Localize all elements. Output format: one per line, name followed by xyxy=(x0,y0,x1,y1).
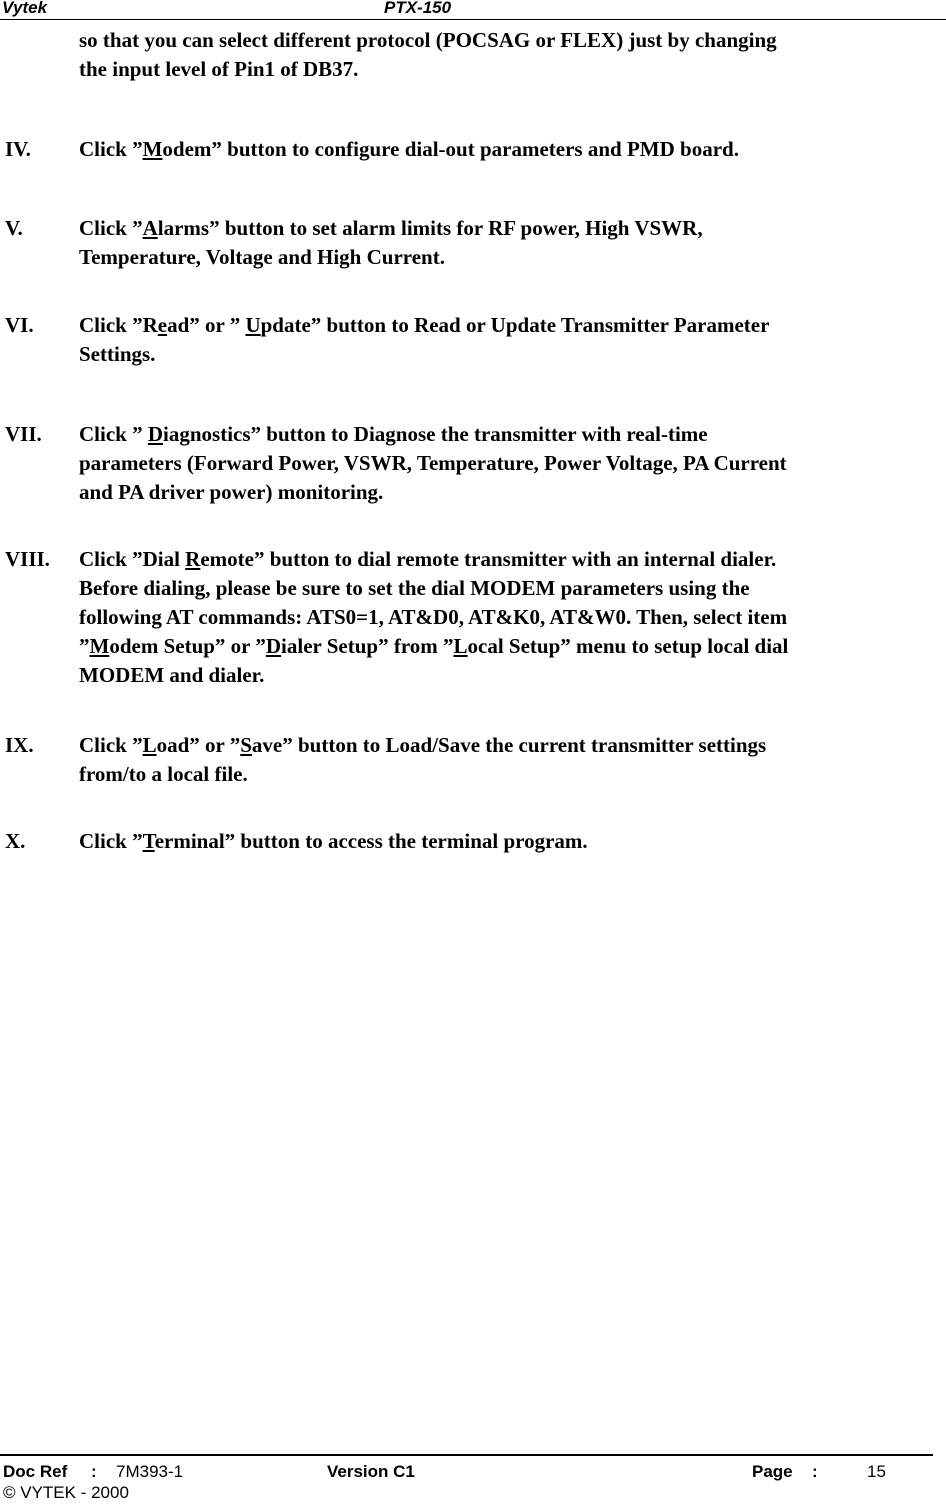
text-run: odem” button to configure dial-out parameters and PMD board. xyxy=(162,137,739,161)
text-run: Click ”Dial xyxy=(79,547,186,571)
footer-copyright: © VYTEK - 2000 xyxy=(3,1483,129,1502)
access-key-letter: e xyxy=(157,313,168,337)
footer-doc-ref-value: 7M393-1 xyxy=(116,1462,184,1481)
text-run: ad” or ” xyxy=(167,313,246,337)
text-run: iagnostics” button to Diagnose the transmitter with real-time xyxy=(163,422,708,446)
footer-doc-ref-colon: : xyxy=(91,1462,97,1481)
step-text xyxy=(79,545,941,690)
access-key-letter: R xyxy=(185,547,201,571)
access-key-letter: U xyxy=(245,313,261,337)
continuation-line-1: so that you can select different protocol (POCSAG or FLEX) just by changing xyxy=(79,28,777,52)
text-run: Click ”R xyxy=(79,313,158,337)
text-run: MODEM and dialer. xyxy=(79,663,265,687)
step-text xyxy=(79,214,941,272)
text-run: Settings. xyxy=(79,342,156,366)
step-text-line xyxy=(79,760,941,789)
step-text-line xyxy=(79,243,941,272)
text-run: ocal Setup” menu to setup local dial xyxy=(467,634,789,658)
footer-rule xyxy=(0,1454,933,1456)
text-run: and PA driver power) monitoring. xyxy=(79,480,384,504)
text-run: parameters (Forward Power, VSWR, Temperature, Power Voltage, PA Current xyxy=(79,451,787,475)
footer-page-number: 15 xyxy=(867,1462,886,1481)
access-key-letter: S xyxy=(240,733,252,757)
step-text-line xyxy=(79,311,941,340)
step-number: IX. xyxy=(5,733,34,757)
step-number: V. xyxy=(5,216,23,240)
footer-version: Version C1 xyxy=(327,1462,415,1481)
access-key-letter: M xyxy=(89,634,110,658)
header-product: PTX-150 xyxy=(384,0,452,17)
access-key-letter: T xyxy=(142,829,155,853)
step-text xyxy=(79,827,941,856)
text-run: erminal” button to access the terminal program. xyxy=(154,829,588,853)
text-run: pdate” button to Read or Update Transmitter Parameter xyxy=(260,313,770,337)
step-text-line xyxy=(79,545,941,574)
step-text xyxy=(79,420,941,507)
text-run: from/to a local file. xyxy=(79,762,248,786)
text-run: ” xyxy=(79,634,90,658)
step-number: VI. xyxy=(5,313,34,337)
step-text-line xyxy=(79,340,941,369)
text-run: Temperature, Voltage and High Current. xyxy=(79,245,445,269)
continuation-line-2: the input level of Pin1 of DB37. xyxy=(79,57,359,81)
text-run: oad” or ” xyxy=(156,733,241,757)
text-run: ialer Setup” from ” xyxy=(281,634,454,658)
footer-page-colon: : xyxy=(812,1462,818,1481)
step-text-line xyxy=(79,632,941,661)
step-text-line xyxy=(79,478,941,507)
step-text-line xyxy=(79,603,941,632)
step-text xyxy=(79,731,941,789)
step-text xyxy=(79,311,941,369)
step-text-line xyxy=(79,661,941,690)
step-text-line xyxy=(79,214,941,243)
text-run: emote” button to dial remote transmitter with an internal dialer. xyxy=(200,547,777,571)
text-run: Click ” xyxy=(79,733,143,757)
access-key-letter: D xyxy=(147,422,164,446)
footer-doc-ref-label: Doc Ref xyxy=(3,1462,68,1481)
access-key-letter: D xyxy=(265,634,282,658)
text-run: Click ” xyxy=(79,216,143,240)
header-brand: Vytek xyxy=(2,0,48,17)
access-key-letter: L xyxy=(142,733,157,757)
step-text-line xyxy=(79,827,941,856)
step-number: VII. xyxy=(5,422,42,446)
step-text-line xyxy=(79,574,941,603)
text-run: Click ” xyxy=(79,422,148,446)
access-key-letter: L xyxy=(453,634,468,658)
text-run: Click ” xyxy=(79,137,143,161)
step-text xyxy=(79,135,941,164)
header-rule xyxy=(0,19,946,20)
text-run: ave” button to Load/Save the current transmitter settings xyxy=(251,733,767,757)
text-run: Click ” xyxy=(79,829,143,853)
step-number: VIII. xyxy=(5,547,50,571)
text-run: odem Setup” or ” xyxy=(109,634,266,658)
access-key-letter: M xyxy=(142,137,163,161)
footer-page-label: Page xyxy=(752,1462,793,1481)
step-number: IV. xyxy=(5,137,31,161)
step-text-line xyxy=(79,135,941,164)
step-number: X. xyxy=(5,829,26,853)
text-run: larms” button to set alarm limits for RF power, High VSWR, xyxy=(157,216,703,240)
step-text-line xyxy=(79,420,941,449)
text-run: following AT commands: ATS0=1, AT&D0, AT&K0, AT&W0. Then, select item xyxy=(79,605,788,629)
step-text-line xyxy=(79,731,941,760)
step-text-line xyxy=(79,449,941,478)
text-run: Before dialing, please be sure to set the dial MODEM parameters using the xyxy=(79,576,750,600)
access-key-letter: A xyxy=(142,216,158,240)
